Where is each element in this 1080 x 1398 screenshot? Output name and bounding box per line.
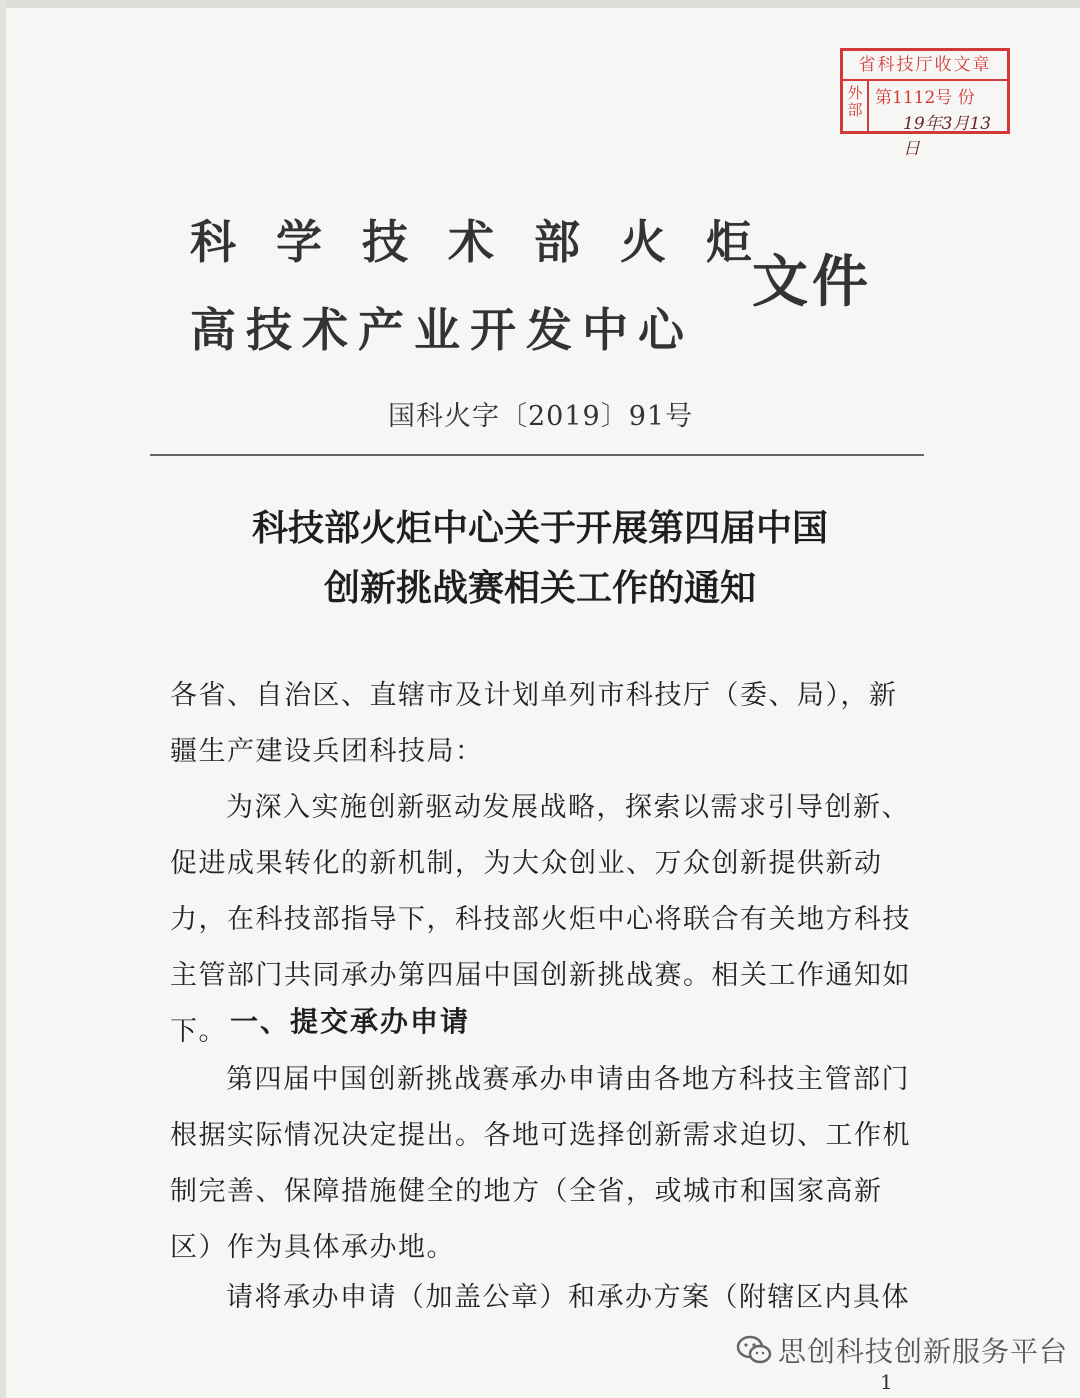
watermark-text: 思创科技创新服务平台 bbox=[778, 1335, 1069, 1368]
body-paragraph-3: 请将承办申请（加盖公章）和承办方案（附辖区内具体 bbox=[226, 1282, 910, 1313]
wechat-icon bbox=[734, 1330, 774, 1370]
document-type: 文件 bbox=[752, 249, 872, 315]
issuer-line-1: 科学技术部火炬 bbox=[190, 215, 792, 269]
body-paragraph-1: 为深入实施创新驱动发展战略，探索以需求引导创新、促进成果转化的新机制，为大众创业、万众创新提供新动力，在科技部指导下，科技部火炬中心将联合有关地方科技主管部门共同承办第四届中国创新挑战赛。相关工作通知如下。 bbox=[170, 792, 911, 1047]
receipt-stamp bbox=[840, 48, 1010, 159]
recipients-paragraph: 各省、自治区、直辖市及计划单列市科技厅（委、局），新疆生产建设兵团科技局： bbox=[170, 680, 898, 767]
document-number: 国科火字〔2019〕91号 bbox=[388, 401, 694, 432]
page-number: 1 bbox=[880, 1370, 893, 1394]
stamp-number: 第1112号 份 bbox=[875, 88, 975, 108]
document-title-line-1: 科技部火炬中心关于开展第四届中国 bbox=[251, 507, 828, 549]
scan-edge-left bbox=[0, 0, 6, 1398]
source-watermark bbox=[734, 1330, 1068, 1370]
body-paragraph-2: 第四届中国创新挑战赛承办申请由各地方科技主管部门根据实际情况决定提出。各地可选择创新需求迫切、工作机制完善、保障措施健全的地方（全省，或城市和国家高新区）作为具体承办地。 bbox=[170, 1064, 911, 1263]
issuer-line-2: 高技术产业开发中心 bbox=[190, 303, 694, 357]
stamp-date: 19年3月13日 bbox=[903, 114, 992, 159]
header-divider bbox=[150, 454, 924, 456]
stamp-side-label: 外部 bbox=[843, 79, 869, 131]
stamp-title: 省科技厅收文章 bbox=[843, 51, 1007, 81]
scan-edge-top bbox=[0, 0, 1080, 8]
section-heading-1: 一、提交承办申请 bbox=[230, 1005, 471, 1038]
document-title-line-2: 创新挑战赛相关工作的通知 bbox=[323, 567, 756, 609]
